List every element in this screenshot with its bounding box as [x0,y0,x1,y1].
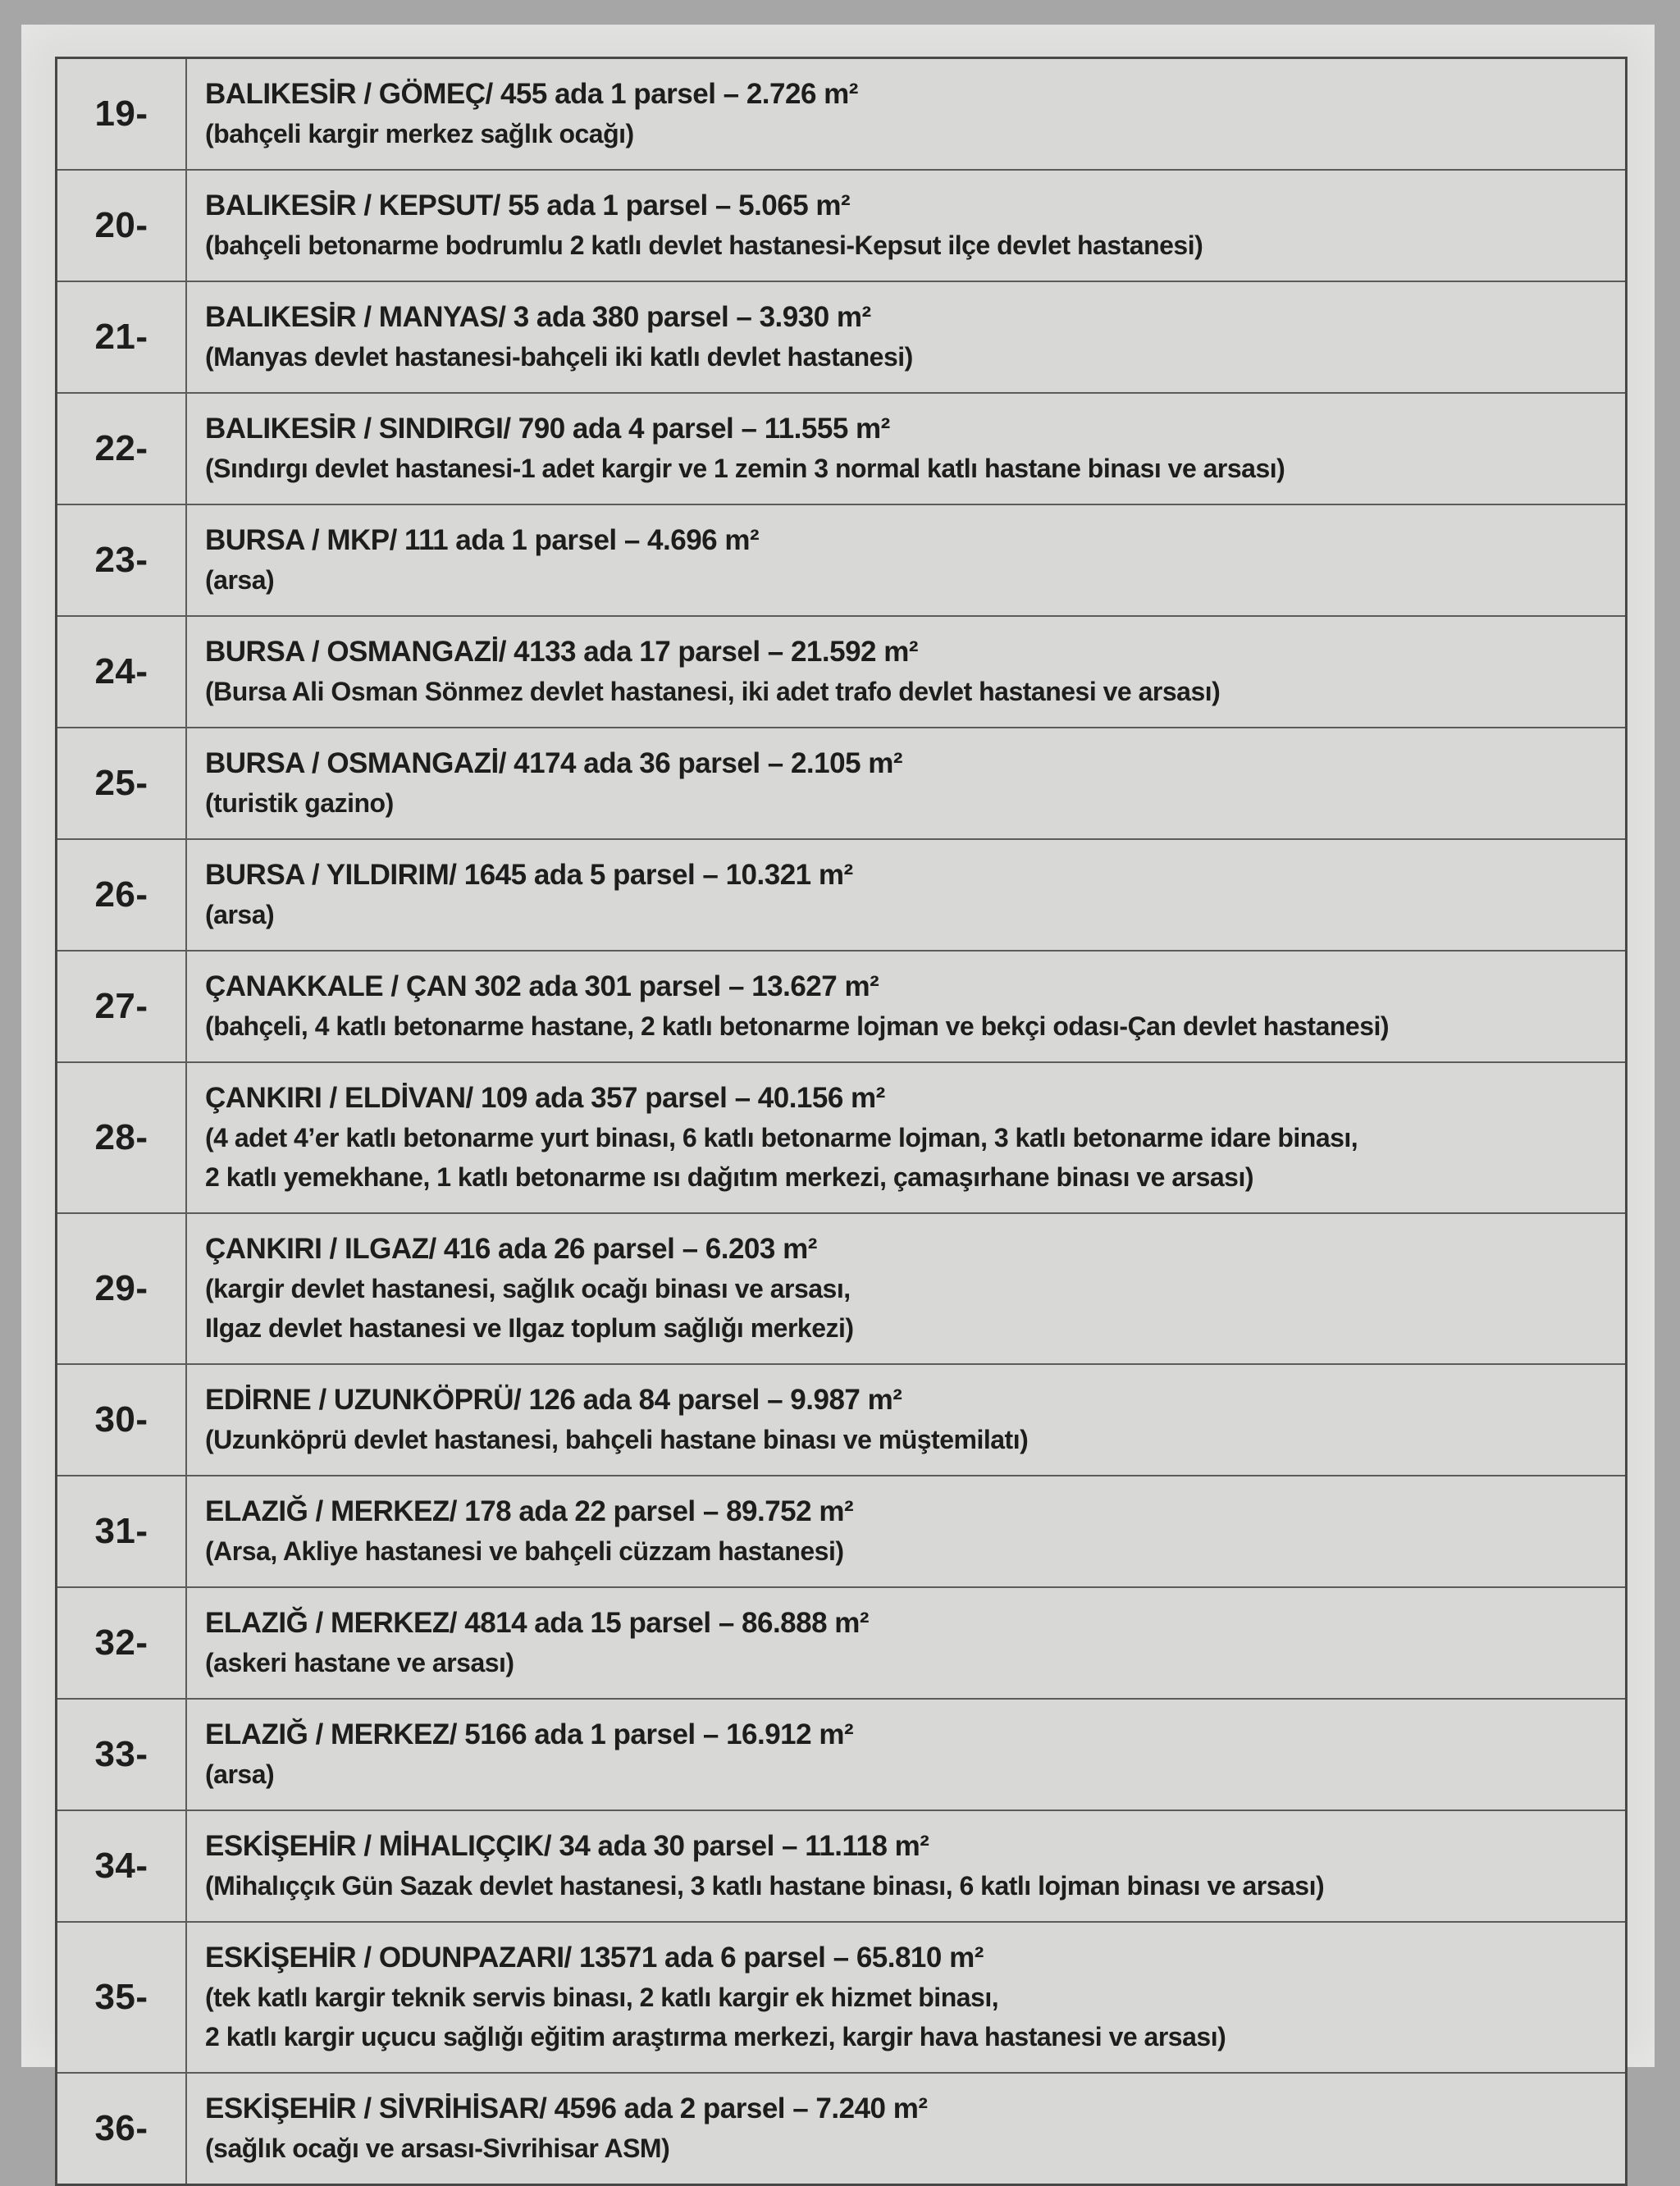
property-description-line: (4 adet 4’er katlı betonarme yurt binası, 6 katlı betonarme lojman, 3 katlı betonarme idare binası, [205,1123,1358,1152]
row-content [187,2074,1625,2184]
row-content [187,1214,1625,1363]
property-desc [205,1978,1609,2056]
property-title: BURSA / OSMANGAZİ/ 4174 ada 36 parsel – 2.105 m² [205,747,903,779]
row-number: 34- [57,1811,187,1921]
property-desc [205,449,1609,488]
property-description-line: (bahçeli, 4 katlı betonarme hastane, 2 katlı betonarme lojman ve bekçi odası-Çan devlet hastanesi) [205,1011,1390,1041]
table-row [57,727,1625,838]
row-number: 20- [57,171,187,281]
table-row [57,1061,1625,1212]
property-description-line: (Arsa, Akliye hastanesi ve bahçeli cüzzam hastanesi) [205,1536,844,1566]
property-description-line: (turistik gazino) [205,788,394,818]
row-number: 35- [57,1923,187,2072]
property-title: ELAZIĞ / MERKEZ/ 178 ada 22 parsel – 89.752 m² [205,1495,854,1527]
row-number: 31- [57,1476,187,1586]
property-table [55,57,1628,2186]
table-row [57,1363,1625,1475]
property-description-line: (askeri hastane ve arsası) [205,1648,514,1677]
property-title: ESKİŞEHİR / SİVRİHİSAR/ 4596 ada 2 parsel – 7.240 m² [205,2092,928,2124]
table-row [57,169,1625,281]
property-description-line: (kargir devlet hastanesi, sağlık ocağı binası ve arsası, [205,1274,851,1303]
row-content [187,394,1625,504]
property-description-line: (Mihalıççık Gün Sazak devlet hastanesi, 3 katlı hastane binası, 6 katlı lojman binası ve arsası) [205,1871,1325,1901]
property-description-line: (bahçeli betonarme bodrumlu 2 katlı devlet hastanesi-Kepsut ilçe devlet hastanesi) [205,230,1203,260]
property-title: BALIKESİR / GÖMEÇ/ 455 ada 1 parsel – 2.726 m² [205,78,858,110]
property-description-line: (Bursa Ali Osman Sönmez devlet hastanesi, iki adet trafo devlet hastanesi ve arsası) [205,677,1221,706]
table-row [57,615,1625,727]
property-desc [205,337,1609,377]
row-content [187,1811,1625,1921]
table-row [57,59,1625,169]
row-number: 30- [57,1365,187,1475]
table-row [57,2072,1625,2184]
row-content [187,617,1625,727]
row-content [187,840,1625,950]
table-row [57,281,1625,392]
document-page [21,25,1655,2163]
row-content [187,1588,1625,1698]
table-row [57,504,1625,615]
property-desc [205,1531,1609,1571]
property-desc [205,1269,1609,1348]
property-description-line: (sağlık ocağı ve arsası-Sivrihisar ASM) [205,2134,670,2163]
property-desc [205,1118,1609,1197]
property-title: ESKİŞEHİR / MİHALIÇÇIK/ 34 ada 30 parsel – 11.118 m² [205,1830,929,1862]
property-title: ELAZIĞ / MERKEZ/ 5166 ada 1 parsel – 16.912 m² [205,1718,854,1750]
property-table-body [57,59,1625,2184]
row-number: 29- [57,1214,187,1363]
row-number: 24- [57,617,187,727]
row-number: 33- [57,1700,187,1809]
table-row [57,1921,1625,2072]
property-title: ÇANAKKALE / ÇAN 302 ada 301 parsel – 13.627 m² [205,970,879,1002]
table-row [57,1475,1625,1586]
property-desc [205,1755,1609,1794]
property-description-line: (Uzunköprü devlet hastanesi, bahçeli hastane binası ve müştemilatı) [205,1425,1029,1454]
property-title: BALIKESİR / MANYAS/ 3 ada 380 parsel – 3.930 m² [205,301,871,333]
row-number: 36- [57,2074,187,2184]
property-description-line: (bahçeli kargir merkez sağlık ocağı) [205,119,634,148]
property-description-line: (tek katlı kargir teknik servis binası, 2 katlı kargir ek hizmet binası, [205,1983,999,2012]
property-description-line: (Manyas devlet hastanesi-bahçeli iki katlı devlet hastanesi) [205,342,913,372]
table-row [57,1698,1625,1809]
row-number: 19- [57,59,187,169]
property-title: EDİRNE / UZUNKÖPRÜ/ 126 ada 84 parsel – 9.987 m² [205,1384,902,1416]
property-desc [205,1420,1609,1459]
property-title: BURSA / MKP/ 111 ada 1 parsel – 4.696 m² [205,524,760,556]
row-content [187,728,1625,838]
row-number: 25- [57,728,187,838]
row-number: 28- [57,1063,187,1212]
table-row [57,1586,1625,1698]
property-title: ESKİŞEHİR / ODUNPAZARI/ 13571 ada 6 parsel – 65.810 m² [205,1942,984,1974]
row-content [187,282,1625,392]
property-desc [205,1866,1609,1905]
property-desc [205,895,1609,934]
property-title: BALIKESİR / KEPSUT/ 55 ada 1 parsel – 5.065 m² [205,189,851,221]
row-number: 26- [57,840,187,950]
property-title: ELAZIĞ / MERKEZ/ 4814 ada 15 parsel – 86.888 m² [205,1607,870,1639]
row-content [187,59,1625,169]
row-content [187,1923,1625,2072]
property-desc [205,1006,1609,1046]
property-description-line: 2 katlı kargir uçucu sağlığı eğitim araştırma merkezi, kargir hava hastanesi ve arsası) [205,2022,1226,2051]
property-title: BALIKESİR / SINDIRGI/ 790 ada 4 parsel – 11.555 m² [205,413,890,445]
row-content [187,1476,1625,1586]
table-row [57,1809,1625,1921]
table-row [57,950,1625,1061]
row-content [187,171,1625,281]
row-number: 21- [57,282,187,392]
table-row [57,392,1625,504]
property-desc [205,672,1609,711]
property-title: ÇANKIRI / ELDİVAN/ 109 ada 357 parsel – 40.156 m² [205,1082,885,1114]
row-content [187,1365,1625,1475]
property-desc [205,2129,1609,2168]
row-content [187,952,1625,1061]
property-desc [205,783,1609,823]
property-title: ÇANKIRI / ILGAZ/ 416 ada 26 parsel – 6.203 m² [205,1233,817,1265]
row-content [187,1700,1625,1809]
property-desc [205,560,1609,600]
row-number: 22- [57,394,187,504]
property-desc [205,1643,1609,1682]
property-description-line: Ilgaz devlet hastanesi ve Ilgaz toplum sağlığı merkezi) [205,1313,854,1343]
property-description-line: (Sındırgı devlet hastanesi-1 adet kargir ve 1 zemin 3 normal katlı hastane binası ve arsası) [205,454,1285,483]
row-content [187,1063,1625,1212]
row-content [187,505,1625,615]
row-number: 32- [57,1588,187,1698]
row-number: 27- [57,952,187,1061]
property-description-line: (arsa) [205,1759,275,1789]
property-title: BURSA / OSMANGAZİ/ 4133 ada 17 parsel – 21.592 m² [205,636,919,668]
row-number: 23- [57,505,187,615]
property-description-line: 2 katlı yemekhane, 1 katlı betonarme ısı dağıtım merkezi, çamaşırhane binası ve arsası) [205,1162,1254,1192]
table-row [57,838,1625,950]
table-row [57,1212,1625,1363]
property-desc [205,114,1609,153]
property-description-line: (arsa) [205,565,275,595]
property-desc [205,226,1609,265]
property-title: BURSA / YILDIRIM/ 1645 ada 5 parsel – 10.321 m² [205,859,853,891]
property-description-line: (arsa) [205,900,275,929]
